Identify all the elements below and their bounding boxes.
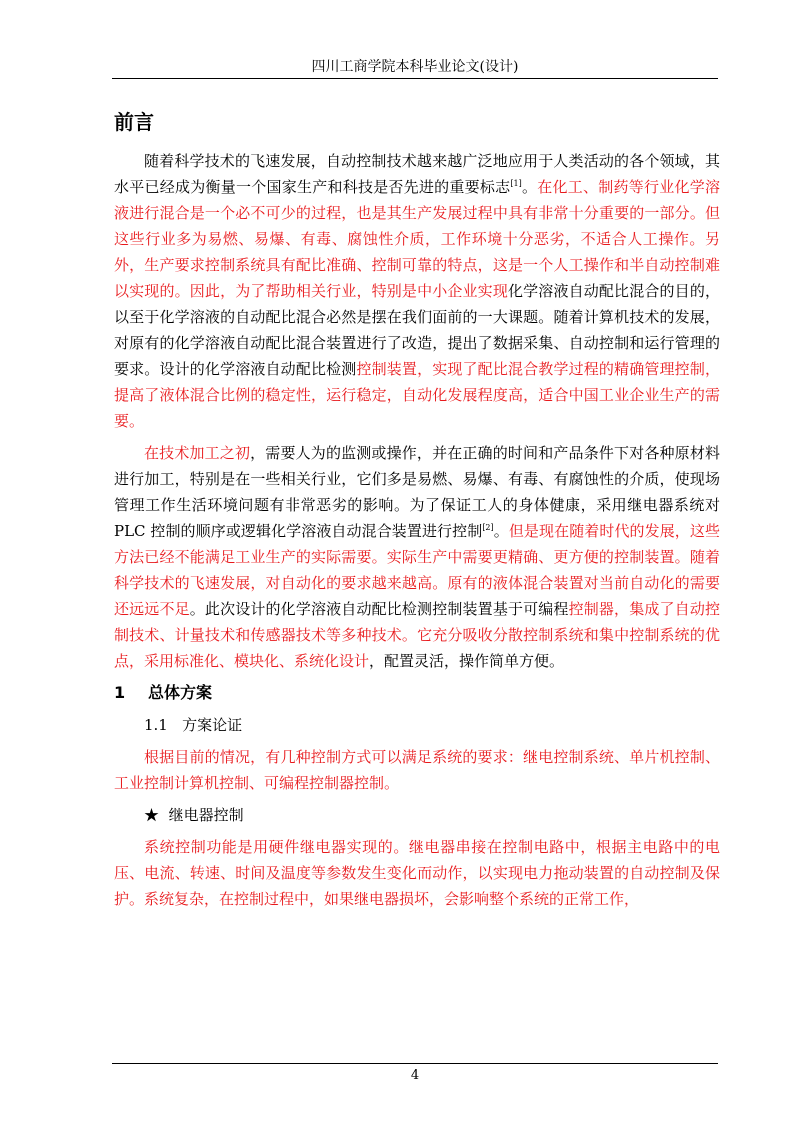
star-icon: ★ xyxy=(144,806,160,824)
text-segment: 化学溶液自动配比混合的目的，以至于化学溶液的自动配比混合必然是摆在我们面前的一大课题。随着计算机技术的发展，对原有的化学溶液自动配比混合装置进行了改造，提出了数据采集、自动控制和运行管理的要求。设计的化学溶液自动配比检测 xyxy=(114,282,720,378)
text-segment: 控制装置，实现了配比混合教学过程的精确管理控制，提高了液体混合比例的稳定性，运行稳定，自动化发展程度高，适合中国工业企业生产的需要。 xyxy=(114,360,720,430)
paragraph-3: 根据目前的情况，有几种控制方式可以满足系统的要求：继电控制系统、单片机控制、工业控制计算机控制、可编程控制器控制。 xyxy=(114,748,720,792)
subsection-title xyxy=(114,712,720,738)
paragraph-1 xyxy=(114,148,720,434)
bullet-text: 继电器控制 xyxy=(168,806,244,824)
text-segment: 但是现在随着时代的发展，这些方法已经不能满足工业生产的实际需要。实际生产中需要更精确、更方便的控制装置。随着科学技术的飞速发展，对自动化的要求越来越高。原有的液体混合装置对当前自动化的需要还远远不足 xyxy=(114,522,720,618)
text-segment: 在化工、制药等行业化学溶液进行混合是一个必不可少的过程，也是其生产发展过程中具有非常十分重要的一部分。但这些行业多为易燃、易爆、有毒、腐蚀性介质，工作环境十分恶劣，不适合人工操作。另外，生产要求控制系统具有配比准确、控制可靠的特点，这是一个人工操作和半自动控制难以实现的。因此，为了帮助相关行业，特别是中小企业实现 xyxy=(114,178,720,300)
footer-divider xyxy=(112,1063,718,1064)
text-segment: 。 xyxy=(521,178,538,196)
preface-heading: 前言 xyxy=(114,110,154,134)
section-title-text: 总体方案 xyxy=(148,683,213,702)
text-segment: ，需要人为的监测或操作，并在正确的时间和产品条件下对各种原材料进行加工，特别是在一些相关行业，它们多是易燃、易爆、有毒、有腐蚀性的介质，使现场管理工作生活环境问题有非常恶劣的影响。为了保证工人的身体健康，采用继电器系统对 PLC 控制的顺序或逻辑化学溶液自动混合装置进行控制 xyxy=(114,444,720,540)
text-segment: ，配置灵活，操作简单方便。 xyxy=(369,652,565,670)
section-title xyxy=(114,680,720,706)
text-segment: 在技术加工之初 xyxy=(144,444,251,462)
section-number: 1 xyxy=(114,683,126,702)
citation-marker: [2] xyxy=(482,523,494,532)
subsection-title-text: 方案论证 xyxy=(182,716,243,734)
text-segment: 。 xyxy=(493,522,509,540)
header-title: 四川工商学院本科毕业论文(设计) xyxy=(311,59,519,75)
text-segment: 控制器，集成了自动控制技术、计量技术和传感器技术等多种技术。它充分吸收分散控制系统和集中控制系统的优点，采用标准化、模块化、系统化设计 xyxy=(114,600,720,670)
text-segment: 随着科学技术的飞速发展，自动控制技术越来越广泛地应用于人类活动的各个领域，其水平已经成为衡量一个国家生产和科技是否先进的重要标志 xyxy=(114,152,720,196)
subsection-number: 1.1 xyxy=(144,716,168,734)
bullet-item xyxy=(114,802,720,828)
body-text xyxy=(114,148,720,918)
page-number: 4 xyxy=(410,1068,420,1083)
paragraph-4: 系统控制功能是用硬件继电器实现的。继电器串接在控制电路中，根据主电路中的电压、电流、转速、时间及温度等参数发生变化而动作，以实现电力拖动装置的自动控制及保护。系统复杂，在控制过程中，如果继电器损坏，会影响整个系统的正常工作， xyxy=(114,838,720,908)
citation-marker: [1] xyxy=(510,179,522,188)
paragraph-2 xyxy=(114,440,720,674)
text-segment: 。此次设计的化学溶液自动配比检测控制装置基于可编程 xyxy=(189,600,569,618)
header-divider xyxy=(112,78,718,79)
